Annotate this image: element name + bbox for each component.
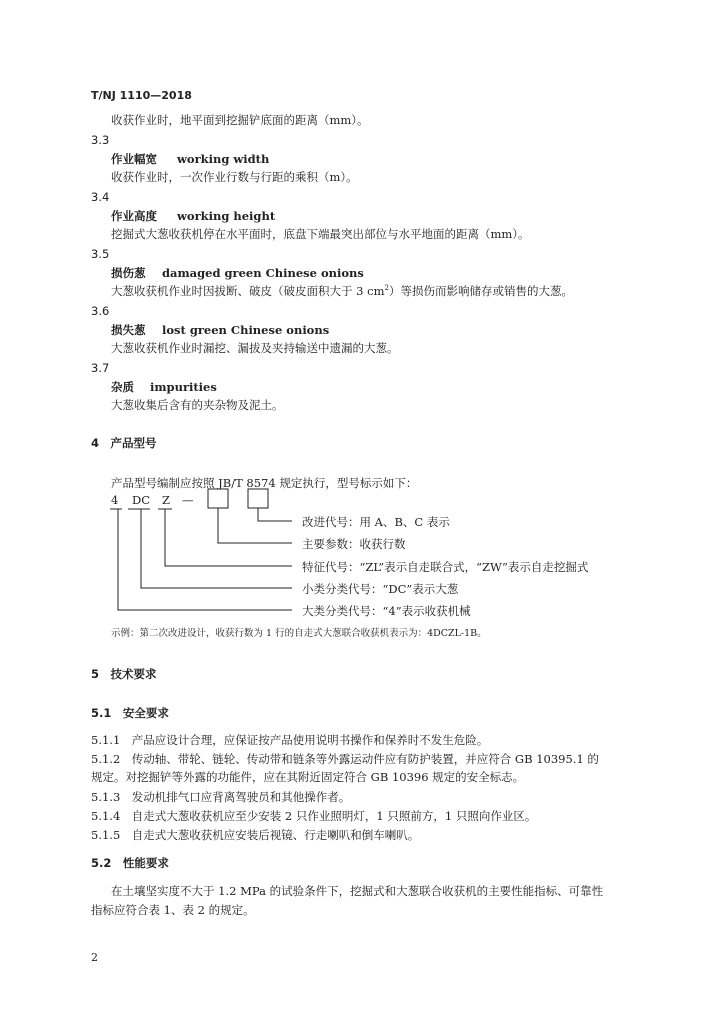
model-intro: 产品型号编制应按照 JB/T 8574 规定执行，型号标示如下：: [111, 476, 418, 490]
clause-514: 5.1.4 自走式大葱收获机应至少安装 2 只作业照明灯，1 只照前方，1 只照向作业区。: [91, 809, 537, 823]
subsection-heading: 5.1 安全要求: [91, 706, 169, 720]
code-dc: DC: [132, 493, 151, 507]
section-heading: 4 产品型号: [91, 436, 157, 450]
clause-512-cont: 规定。对挖掘铲等外露的功能件，应在其附近固定符合 GB 10396 规定的安全标志。: [91, 770, 525, 784]
label-main-parameter: 主要参数：收获行数: [302, 537, 406, 551]
clause-number: 3.3: [91, 133, 110, 147]
code-z: Z: [162, 493, 170, 507]
term-zh: 损失葱: [111, 323, 146, 337]
label-subclass-code: 小类分类代号：“DC”表示大葱: [302, 582, 459, 596]
page-number: 2: [91, 951, 98, 964]
term-en: working height: [177, 209, 276, 223]
example-note: 示例：第二次改进设计，收获行数为 1 行的自走式大葱联合收获机表示为：4DCZL-1B。: [111, 628, 487, 639]
term-zh: 杂质: [111, 380, 134, 394]
definition-text: 挖掘式大葱收获机停在水平面时，底盘下端最突出部位与水平地面的距离（mm）。: [111, 227, 530, 241]
clause-513: 5.1.3 发动机排气口应背离驾驶员和其他操作者。: [91, 790, 351, 804]
definition-text: 收获作业时，地平面到挖掘铲底面的距离（mm）。: [111, 113, 369, 127]
term-zh: 损伤葱: [111, 266, 146, 280]
term-zh: 作业幅宽: [111, 152, 157, 166]
paragraph: 在土壤坚实度不大于 1.2 MPa 的试验条件下，挖掘式和大葱联合收获机的主要性能指标、可靠性: [111, 884, 604, 898]
definition-text: 大葱收获机作业时漏挖、漏拔及夹持输送中遗漏的大葱。: [111, 341, 399, 355]
code-dash: —: [182, 493, 194, 507]
term-en: lost green Chinese onions: [162, 323, 330, 337]
clause-number: 3.7: [91, 361, 110, 375]
label-feature-code: 特征代号：“ZL”表示自走联合式，“ZW”表示自走挖掘式: [302, 560, 589, 574]
definition-text: 收获作业时，一次作业行数与行距的乘积（m）。: [111, 170, 358, 184]
term-en: working width: [177, 152, 270, 166]
clause-number: 3.6: [91, 304, 110, 318]
clause-511: 5.1.1 产品应设计合理，应保证按产品使用说明书操作和保养时不发生危险。: [91, 733, 489, 747]
standard-code: T/NJ 1110—2018: [91, 89, 192, 102]
paragraph-cont: 指标应符合表 1、表 2 的规定。: [91, 903, 255, 917]
section-heading: 5 技术要求: [91, 667, 157, 681]
clause-number: 3.5: [91, 247, 110, 261]
definition-text: 大葱收集后含有的夹杂物及泥土。: [111, 398, 284, 412]
term-zh: 作业高度: [111, 209, 157, 223]
clause-515: 5.1.5 自走式大葱收获机应安装后视镜、行走喇叭和倒车喇叭。: [91, 828, 420, 842]
label-improvement-code: 改进代号：用 A、B、C 表示: [302, 515, 450, 529]
code-4: 4: [111, 493, 119, 507]
clause-512: 5.1.2 传动轴、带轮、链轮、传动带和链条等外露运动件应有防护装置，并应符合 GB 10395.1 的: [91, 752, 599, 766]
term-en: damaged green Chinese onions: [162, 266, 364, 280]
definition-text: 大葱收获机作业时因拔断、破皮（破皮面积大于 3 $cm^2$）等损伤而影响储存或销售的大葱。: [111, 284, 573, 298]
clause-number: 3.4: [91, 190, 110, 204]
term-en: impurities: [150, 380, 217, 394]
subsection-heading: 5.2 性能要求: [91, 856, 169, 870]
label-class-code: 大类分类代号：“4”表示收获机械: [302, 604, 471, 618]
